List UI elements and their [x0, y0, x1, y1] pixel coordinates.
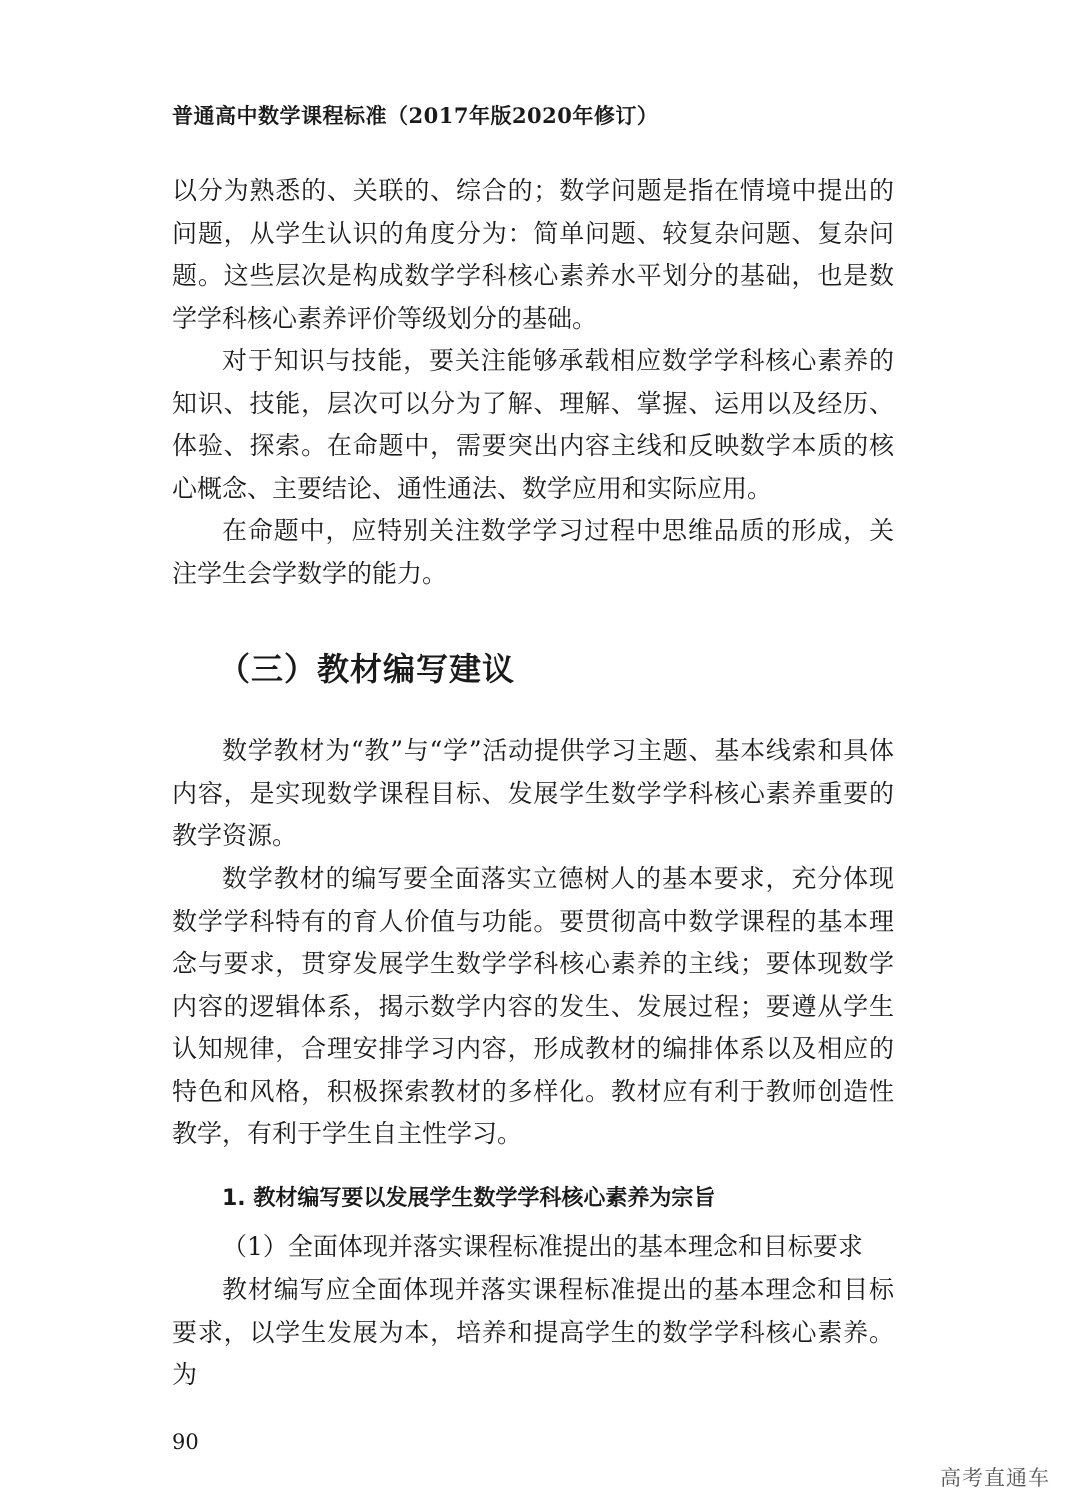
- paragraph-implement-standards: 教材编写应全面体现并落实课程标准提出的基本理念和目标要求，以学生发展为本，培养和提高学生的数学学科核心素养。为: [172, 1275, 894, 1389]
- item-heading: （1）全面体现并落实课程标准提出的基本理念和目标要求: [222, 1232, 863, 1261]
- paragraph-knowledge-skills: 对于知识与技能，要关注能够承载相应数学学科核心素养的知识、技能，层次可以分为了解、理解、掌握、运用以及经历、体验、探索。在命题中，需要突出内容主线和反映数学本质的核心概念、主要结论、通性通法、数学应用和实际应用。: [172, 346, 894, 503]
- paragraph-textbook-writing: 数学教材的编写要全面落实立德树人的基本要求，充分体现数学学科特有的育人价值与功能。要贯彻高中数学课程的基本理念与要求，贯穿发展学生数学学科核心素养的主线；要体现数学内容的逻辑体系，揭示数学内容的发生、发展过程；要遵从学生认知规律，合理安排学习内容，形成教材的编排体系以及相应的特色和风格，积极探索教材的多样化。教材应有利于教师创造性教学，有利于学生自主性学习。: [172, 864, 894, 1148]
- page-number: 90: [172, 1430, 199, 1454]
- sub-heading: 1. 教材编写要以发展学生数学学科核心素养为宗旨: [222, 1186, 716, 1211]
- running-header: 普通高中数学课程标准（2017年版2020年修订）: [172, 103, 659, 128]
- section-heading: （三）教材编写建议: [218, 650, 516, 688]
- paragraph-continued: 以分为熟悉的、关联的、综合的；数学问题是指在情境中提出的问题，从学生认识的角度分为：简单问题、较复杂问题、复杂问题。这些层次是构成数学学科核心素养水平划分的基础，也是数学学科核心素养评价等级划分的基础。: [172, 176, 894, 333]
- paragraph-thinking-quality: 在命题中，应特别关注数学学习过程中思维品质的形成，关注学生会学数学的能力。: [172, 516, 894, 588]
- paragraph-textbook-role: 数学教材为“教”与“学”活动提供学习主题、基本线索和具体内容，是实现数学课程目标、发展学生数学学科核心素养重要的教学资源。: [172, 736, 894, 850]
- watermark: 高考直通车: [940, 1466, 1050, 1490]
- document-page: [172, 0, 894, 1512]
